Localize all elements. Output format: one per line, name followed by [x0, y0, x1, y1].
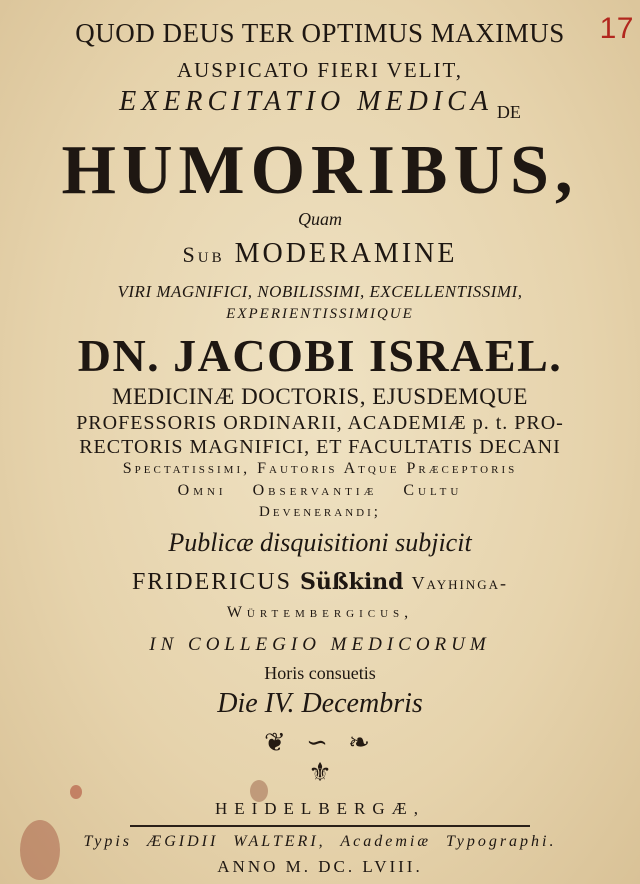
title-line-15: Devenerandi; — [259, 504, 381, 520]
imprint-year: ANNO M. DC. LVIII. — [217, 857, 423, 876]
title-sub: Sub — [182, 242, 225, 267]
title-humoribus: HUMORIBUS, — [61, 132, 579, 209]
title-line-19: IN COLLEGIO MEDICORUM — [149, 634, 491, 655]
fleuron-ornament-icon: ❦ ∽ ❧ — [264, 728, 376, 758]
title-vayhinga: Vayhinga- — [411, 573, 509, 593]
title-exercitatio: EXERCITATIO MEDICA — [119, 86, 493, 117]
title-line-14: Omni Observantiæ Cultu — [177, 482, 463, 499]
title-line-3 — [0, 88, 640, 121]
title-line-1 — [0, 12, 640, 48]
title-date: Die IV. Decembris — [217, 688, 423, 719]
title-sub-moderamine — [0, 240, 640, 268]
title-respondent — [0, 570, 640, 594]
title-quam: Quam — [298, 209, 342, 229]
imprint-rule — [130, 825, 530, 827]
fleur-de-lis-ornament-icon: ⚜ — [308, 758, 332, 788]
title-line-16: Publicæ disquisitioni subjicit — [168, 528, 472, 557]
title-de: DE — [496, 102, 521, 122]
title-fridericus: FRIDERICUS — [131, 569, 292, 595]
title-line-13: Spectatissimi, Fautoris Atque Præceptoris — [122, 460, 518, 477]
page-number: 17 — [599, 12, 634, 45]
title-line-1-text: QUOD DEUS TER OPTIMUS MAXIMUS — [75, 18, 565, 48]
title-moderamine: MODERAMINE — [234, 238, 458, 269]
title-line-7: VIRI MAGNIFICI, NOBILISSIMI, EXCELLENTISSIMI, — [117, 282, 523, 301]
title-line-20: Horis consuetis — [264, 663, 376, 683]
title-suesskind: Süßkind — [299, 569, 404, 595]
title-line-10: MEDICINÆ DOCTORIS, EJUSDEMQUE — [112, 384, 528, 409]
imprint-place: HEIDELBERGÆ, — [214, 799, 426, 818]
title-line-11: PROFESSORIS ORDINARII, ACADEMIÆ p. t. PRO- — [76, 412, 564, 434]
title-line-8: EXPERIENTISSIMIQUE — [226, 306, 414, 322]
title-line-18: Würtembergicus, — [226, 604, 414, 621]
imprint-printer: Typis ÆGIDII WALTERI, Academiæ Typographi. — [83, 833, 557, 850]
title-praeses-name: DN. JACOBI ISRAEL. — [77, 330, 563, 381]
title-line-2: AUSPICATO FIERI VELIT, — [176, 58, 464, 82]
title-line-12: RECTORIS MAGNIFICI, ET FACULTATIS DECANI — [79, 436, 561, 458]
